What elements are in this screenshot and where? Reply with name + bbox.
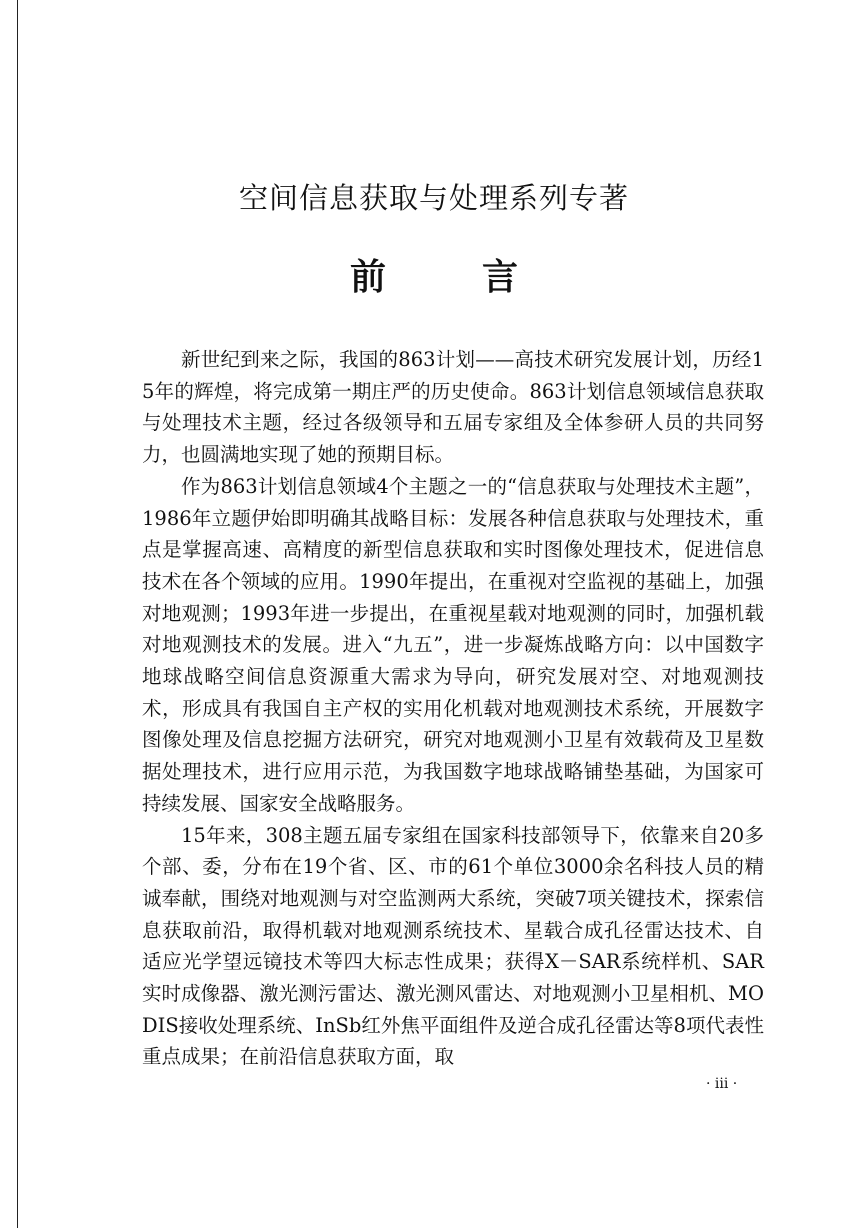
body-text — [142, 344, 764, 1073]
paragraph-1: 新世纪到来之际，我国的863计划——高技术研究发展计划，历经15年的辉煌，将完成第一期庄严的历史使命。863计划信息领域信息获取与处理技术主题，经过各级领导和五届专家组及全体参研人员的共同努力，也圆满地实现了她的预期目标。 — [142, 348, 764, 467]
paragraph-3: 15年来，308主题五届专家组在国家科技部领导下，依靠来自20多个部、委，分布在19个省、区、市的61个单位3000余名科技人员的精诚奉献，围绕对地观测与对空监测两大系统，突破7项关键技术，探索信息获取前沿，取得机载对地观测系统技术、星载合成孔径雷达技术、自适应光学望远镜技术等四大标志性成果；获得X－SAR系统样机、SAR实时成像器、激光测污雷达、激光测风雷达、对地观测小卫星相机、MODIS接收处理系统、InSb红外焦平面组件及逆合成孔径雷达等8项代表性重点成果；在前沿信息获取方面，取 — [142, 823, 764, 1069]
series-title: 空间信息获取与处理系列专著 — [238, 181, 629, 215]
preface-heading: 前言 — [349, 257, 614, 298]
page-number: · iii · — [706, 1076, 738, 1092]
paragraph-2: 作为863计划信息领域4个主题之一的“信息获取与处理技术主题”，1986年立题伊始即明确其战略目标：发展各种信息获取与处理技术，重点是掌握高速、高精度的新型信息获取和实时图像处理技术，促进信息技术在各个领域的应用。1990年提出，在重视对空监视的基础上，加强对地观测；1993年进一步提出，在重视星载对地观测的同时，加强机载对地观测技术的发展。进入“九五”，进一步凝炼战略方向：以中国数字地球战略空间信息资源重大需求为导向，研究发展对空、对地观测技术，形成具有我国自主产权的实用化机载对地观测技术系统，开展数字图像处理及信息挖掘方法研究，研究对地观测小卫星有效载荷及卫星数据处理技术，进行应用示范，为我国数字地球战略铺垫基础，为国家可持续发展、国家安全战略服务。 — [142, 474, 764, 815]
